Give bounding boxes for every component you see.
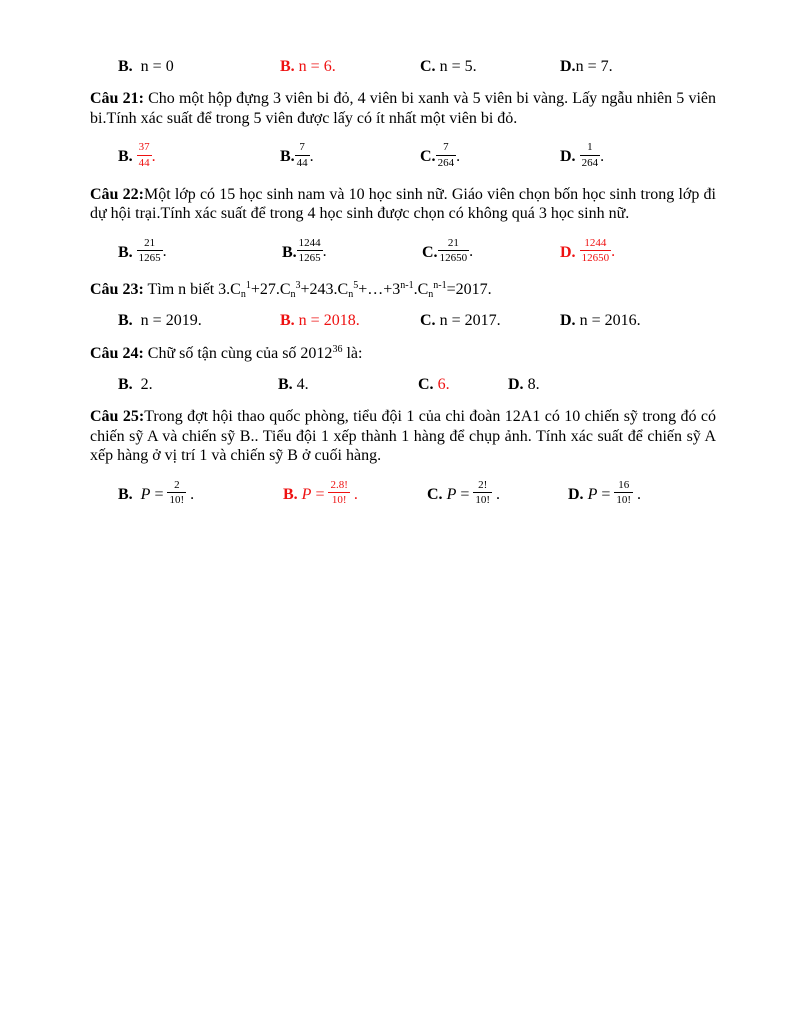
italic-variable: P: [301, 485, 312, 503]
answer-letter: D.: [560, 58, 576, 75]
answer-option: [560, 236, 716, 267]
fraction: [436, 141, 457, 169]
fraction-denominator: 44: [138, 156, 150, 169]
answer-option: [427, 478, 568, 509]
fraction-denominator: 10!: [475, 494, 491, 507]
answer-option: [283, 478, 427, 509]
answer-option: [280, 57, 420, 76]
fraction: [167, 479, 186, 507]
answer-letter: B.: [118, 58, 133, 75]
answer-option: [560, 143, 716, 171]
fraction-denominator: 12650: [439, 252, 468, 265]
answer-text: n = 5.: [435, 58, 477, 75]
question-paragraph: [90, 344, 716, 364]
answer-text: 6.: [433, 376, 450, 394]
question-label: Câu 21:: [90, 90, 144, 108]
answer-text: P = $\frac{2!}{10!}$ .: [446, 478, 501, 507]
answer-row: [90, 140, 716, 173]
fraction-denominator: 1265: [138, 252, 161, 265]
question-paragraph: [90, 185, 716, 224]
fraction: [328, 479, 349, 507]
fraction: [580, 141, 601, 169]
answer-text: n = 2019.: [132, 312, 202, 330]
fraction: [295, 141, 310, 169]
question-paragraph: [90, 89, 716, 128]
answer-row: [90, 478, 716, 511]
answer-letter: D.: [560, 243, 576, 261]
answer-letter: B.: [280, 312, 295, 330]
fraction-denominator: 10!: [616, 494, 632, 507]
answer-option: [280, 311, 420, 330]
answer-option: [560, 311, 716, 330]
fraction: [438, 237, 470, 265]
fraction-denominator: 1265: [298, 252, 321, 265]
answer-text: 8.: [523, 376, 540, 394]
answer-letter: D.: [560, 312, 576, 330]
answer-option: [420, 57, 560, 76]
answer-option: [280, 143, 420, 171]
answer-option: [560, 57, 716, 76]
answer-text: $\frac{21}{12650}$ .: [439, 236, 474, 265]
fraction-numerator: 37: [137, 141, 152, 156]
answer-option: [118, 478, 283, 509]
question-text: Trong đợt hội thao quốc phòng, tiểu đội 1 của chi đoàn 12A1 có 10 chiến sỹ trong đó có chiến sỹ A và chiến sỹ B.. Tiểu đội 1 xếp thành 1 hàng để chụp ảnh. Tính xác suất để chiến sỹ A xếp hàng ở vị trí 1 và chiến sỹ B ở cuối hàng.: [90, 408, 717, 465]
fraction-denominator: 264: [581, 156, 599, 169]
superscript: 36: [332, 343, 343, 355]
superscript: 3: [295, 279, 301, 291]
answer-text: n = 7.: [575, 58, 613, 75]
answer-row: [90, 311, 716, 330]
answer-letter: B.: [280, 148, 295, 166]
subscript: n: [428, 288, 434, 300]
answer-option: [118, 236, 282, 267]
answer-letter: D.: [560, 148, 576, 166]
fraction: [137, 237, 163, 265]
answer-text: n = 2018.: [294, 312, 360, 330]
fraction-denominator: 264: [437, 156, 455, 169]
subscript: n: [240, 288, 246, 300]
answer-letter: B.: [118, 312, 133, 330]
answer-option: [118, 311, 280, 330]
fraction: [137, 141, 152, 169]
fraction: [614, 479, 633, 507]
answer-letter: B.: [118, 485, 133, 503]
fraction-denominator: 10!: [169, 494, 185, 507]
answer-option: [118, 143, 280, 171]
answer-row: [90, 236, 716, 269]
question-label: Câu 22:: [90, 185, 144, 203]
superscript: n-1: [433, 279, 447, 291]
answer-letter: C.: [420, 58, 436, 75]
answer-text: n = 6.: [294, 58, 336, 75]
answer-option: [420, 311, 560, 330]
answer-row: [90, 375, 716, 394]
answer-text: n = 2017.: [435, 312, 501, 330]
answer-text: P = $\frac{16}{10!}$ .: [587, 478, 642, 507]
fraction-numerator: 21: [438, 237, 470, 252]
question-label: Câu 24:: [90, 344, 144, 362]
italic-variable: P: [140, 485, 151, 503]
answer-letter: B.: [283, 485, 298, 503]
fraction-numerator: 16: [614, 479, 633, 494]
fraction: [473, 479, 492, 507]
question-label: Câu 25:: [90, 408, 145, 426]
answer-option: [422, 236, 560, 267]
superscript: 1: [245, 279, 251, 291]
answer-text: $\frac{1244}{1265}$ .: [298, 236, 327, 265]
answer-option: [282, 236, 422, 267]
fraction-denominator: 44: [296, 156, 308, 169]
fraction: [297, 237, 323, 265]
subscript: n: [290, 288, 296, 300]
italic-variable: P: [446, 485, 457, 503]
question-text: Một lớp có 15 học sinh nam và 10 học sinh nữ. Giáo viên chọn bốn học sinh trong lớp đi dự hội trại.Tính xác suất để trong 4 học sinh được chọn có không quá 3 học sinh nữ.: [90, 185, 717, 223]
fraction-numerator: 1244: [297, 237, 323, 252]
subscript: n: [348, 288, 354, 300]
answer-text: P = $\frac{2}{10!}$ .: [140, 478, 195, 507]
answer-letter: B.: [118, 243, 133, 261]
answer-letter: B.: [280, 58, 295, 75]
answer-letter: C.: [420, 148, 436, 166]
answer-option: [508, 375, 716, 394]
answer-text: n = 0: [132, 58, 174, 75]
question-text: Cho một hộp đựng 3 viên bi đỏ, 4 viên bi xanh và 5 viên bi vàng. Lấy ngẫu nhiên 5 viên bi.Tính xác suất để trong 5 viên được lấy có ít nhất một viên bi đỏ.: [90, 90, 717, 127]
answer-text: P = $\frac{2.8!}{10!}$ .: [301, 478, 358, 507]
answer-text: 2.: [132, 376, 153, 394]
fraction-denominator: 10!: [331, 494, 347, 507]
question-label: Câu 23:: [90, 280, 144, 298]
answer-letter: D.: [508, 376, 524, 394]
answer-text: 4.: [292, 376, 309, 394]
answer-text: $\frac{1244}{12650}$ .: [581, 236, 616, 265]
answer-letter: B.: [278, 376, 293, 394]
answer-letter: C.: [427, 485, 443, 503]
question-text: Tìm n biết $3.C_n^1+27.C_n^3+243.C_n^5+\dots+3^{n-1}.C_n^{n-1}=2017$.: [143, 279, 492, 300]
answer-letter: C.: [418, 376, 434, 394]
question-paragraph: [90, 407, 716, 466]
answer-option: [118, 375, 278, 394]
answer-option: [568, 478, 716, 509]
answer-option: [418, 375, 508, 394]
answer-letter: B.: [118, 376, 133, 394]
answer-text: $\frac{7}{264}$ .: [437, 141, 461, 169]
italic-variable: P: [587, 485, 598, 503]
answer-letter: D.: [568, 485, 584, 503]
answer-text: $\frac{37}{44}$ .: [138, 141, 156, 169]
fraction-numerator: 7: [295, 141, 310, 156]
fraction-numerator: 2.8!: [328, 479, 349, 494]
superscript: 5: [353, 279, 359, 291]
fraction-denominator: 12650: [581, 252, 610, 265]
question-text: Chữ số tận cùng của số 2012$^{36}$ là:: [143, 343, 363, 362]
question-paragraph: [90, 280, 716, 300]
answer-row: [90, 57, 716, 76]
answer-text: $\frac{7}{44}$ .: [296, 141, 314, 169]
fraction-numerator: 2!: [473, 479, 492, 494]
fraction: [580, 237, 612, 265]
answer-text: $\frac{21}{1265}$ .: [138, 236, 167, 265]
answer-option: [278, 375, 418, 394]
answer-letter: C.: [420, 312, 436, 330]
superscript: n-1: [400, 279, 414, 291]
answer-option: [420, 143, 560, 171]
fraction-numerator: 2: [167, 479, 186, 494]
answer-letter: C.: [422, 243, 438, 261]
fraction-numerator: 21: [137, 237, 163, 252]
answer-letter: B.: [118, 148, 133, 166]
answer-letter: B.: [282, 243, 297, 261]
answer-option: [118, 57, 280, 76]
fraction-numerator: 7: [436, 141, 457, 156]
fraction-numerator: 1: [580, 141, 601, 156]
answer-text: n = 2016.: [575, 312, 641, 330]
answer-text: $\frac{1}{264}$ .: [581, 141, 605, 169]
fraction-numerator: 1244: [580, 237, 612, 252]
